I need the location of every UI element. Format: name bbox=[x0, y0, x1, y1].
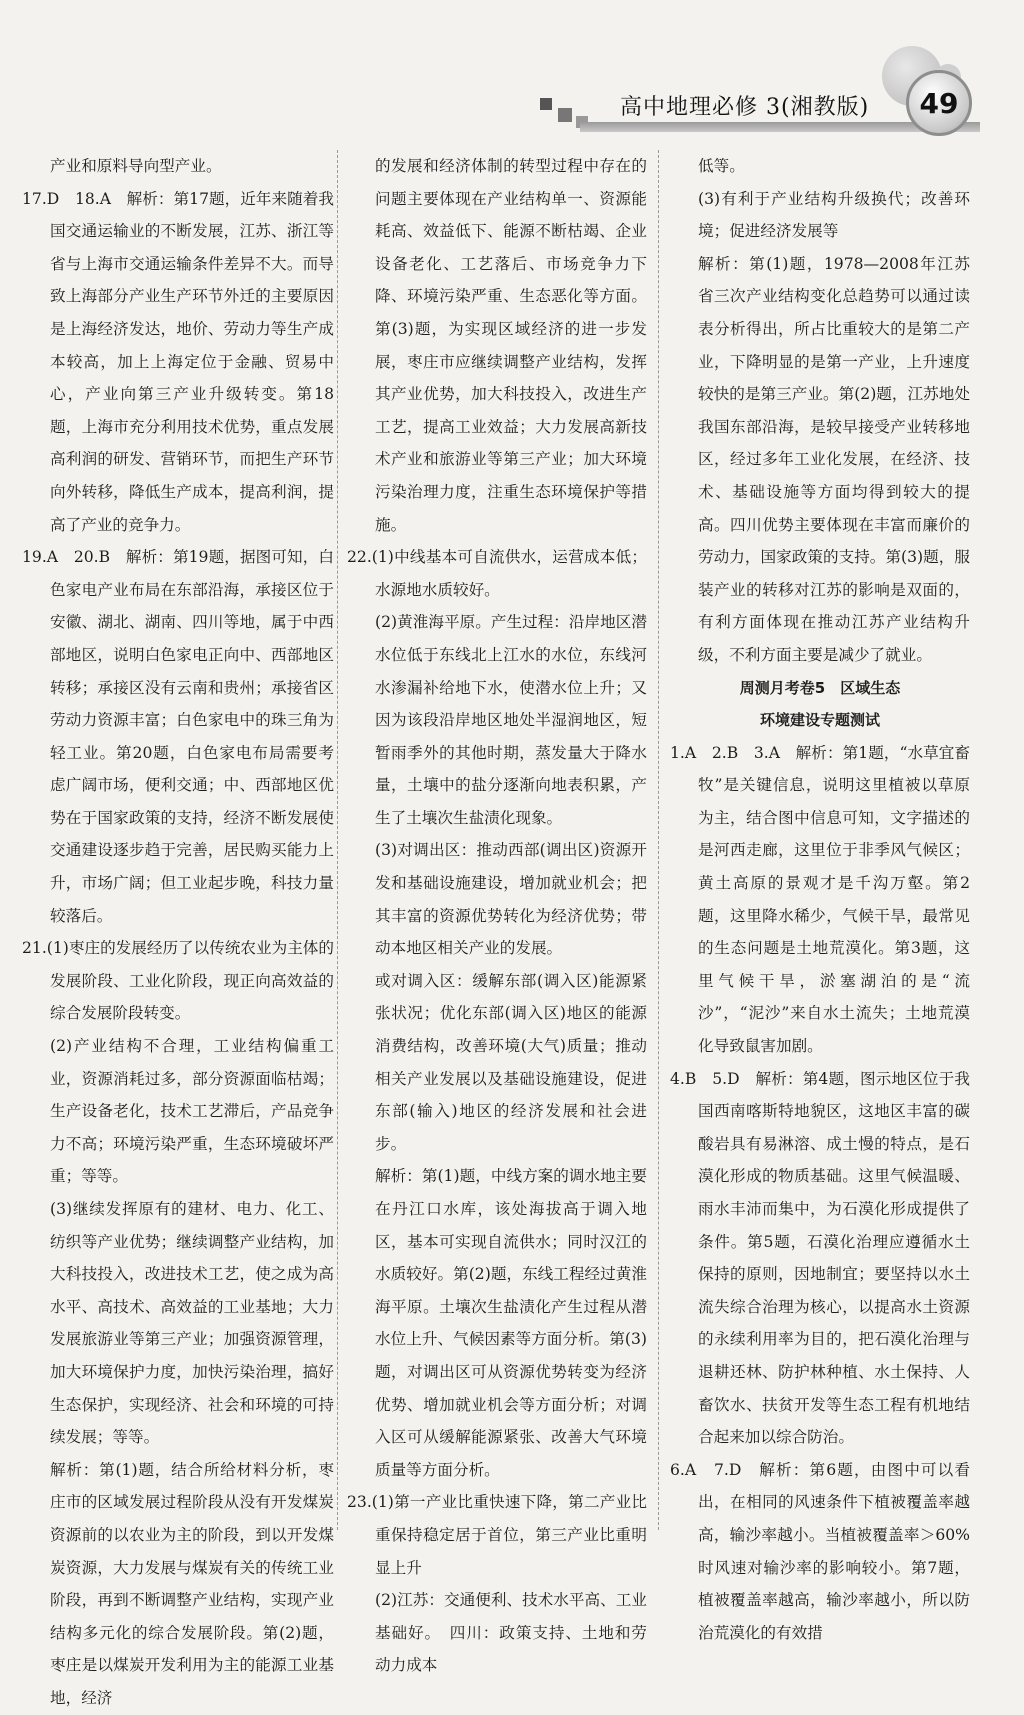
page-number: 49 bbox=[906, 70, 972, 136]
answer-1-3: 1.A 2.B 3.A 解析：第1题，“水草宜畜牧”是关键信息，说明这里植被以草原为主，结合图中信息可知，文字描述的是河西走廊，这里位于非季风气候区；黄土高原的景观才是千沟万壑。第2题，这里降水稀少，气候干旱，最常见的生态问题是土地荒漠化。第3题，这里气候干旱，淤塞湖泊的是“流沙”，“泥沙”来自水土流失；土地荒漠化导致鼠害加剧。 bbox=[670, 743, 970, 1056]
page-header bbox=[540, 70, 980, 150]
column-divider bbox=[337, 150, 339, 1530]
answer-17-18: 17.D 18.A 解析：第17题，近年来随着我国交通运输业的不断发展，江苏、浙江等省与上海市交通运输条件差异不大。而导致上海部分产业生产环节外迁的主要原因是上海经济发达，地价、劳动力等生产成本较高，加上上海定位于金融、贸易中心，产业向第三产业升级转变。第18题，上海市充分利用技术优势，重点发展高利润的研发、营销环节，而把生产环节向外转移，降低生产成本，提高利润，提高了产业的竞争力。 bbox=[22, 189, 334, 534]
paragraph: 的发展和经济体制的转型过程中存在的问题主要体现在产业结构单一、资源能耗高、效益低下、能源不断枯竭、企业设备老化、工艺落后、市场竞争力下降、环境污染严重、生态恶化等方面。第(3)题，为实现区域经济的进一步发展，枣庄市应继续调整产业结构，发挥其产业优势，加大科技投入，改进生产工艺，提高工业效益；大力发展高新技术产业和旅游业等第三产业；加大环境污染治理力度，注重生态环境保护等措施。 bbox=[375, 157, 647, 534]
column-middle bbox=[347, 150, 647, 1682]
analysis-23: 解析：第(1)题，1978—2008年江苏省三次产业结构变化总趋势可以通过读表分析得出，所占比重较大的是第二产业，下降明显的是第一产业，上升速度较快的是第三产业。第(2)题，江苏地处我国东部沿海，是较早接受产业转移地区，经过多年工业化发展，在经济、技术、基础设施等方面均得到较大的提高。四川优势主要体现在丰富而廉价的劳动力，国家政策的支持。第(3)题，服装产业的转移对江苏的影响是双面的，有利方面体现在推动江苏产业结构升级，不利方面主要是减少了就业。 bbox=[698, 254, 970, 664]
answer-23-2: (2)江苏：交通便利、技术水平高、工业基础好。 四川：政策支持、土地和劳动力成本 bbox=[375, 1591, 647, 1675]
answer-21-2: (2)产业结构不合理，工业结构偏重工业，资源消耗过多，部分资源面临枯竭；生产设备老化，技术工艺滞后，产品竞争力不高；环境污染严重，生态环境破坏严重；等等。 bbox=[50, 1037, 334, 1186]
answer-22-3-alt: 或对调入区：缓解东部(调入区)能源紧张状况；优化东部(调入区)地区的能源消费结构，改善环境(大气)质量；推动相关产业发展以及基础设施建设，促进东部(输入)地区的经济发展和社会进步。 bbox=[375, 971, 647, 1153]
analysis-22: 解析：第(1)题，中线方案的调水地主要在丹江口水库，该处海拔高于调入地区，基本可实现自流供水；同时汉江的水质较好。第(2)题，东线工程经过黄淮海平原。土壤次生盐渍化产生过程从潜水位上升、气候因素等方面分析。第(3)题，对调出区可从资源优势转变为经济优势、增加就业机会等方面分析；对调入区可从缓解能源紧张、改善大气环境质量等方面分析。 bbox=[375, 1167, 647, 1479]
section-title: 周测月考卷5 区域生态 bbox=[739, 678, 901, 697]
column-right bbox=[670, 150, 970, 1649]
answer-19-20: 19.A 20.B 解析：第19题，据图可知，白色家电产业布局在东部沿海，承接区位于安徽、湖北、湖南、四川等地，属于中西部地区，说明白色家电正向中、西部地区转移；承接区没有云南和贵州；承接省区劳动力资源丰富；白色家电中的珠三角为轻工业。第20题，白色家电布局需要考虑广阔市场，便利交通；中、西部地区优势在于国家政策的支持，经济不断发展使交通建设逐步趋于完善，居民购买能力上升，市场广阔；但工业起步晚，科技力量较落后。 bbox=[22, 548, 334, 925]
answer-22-2: (2)黄淮海平原。产生过程：沿岸地区潜水位低于东线北上江水的水位，东线河水渗漏补给地下水，使潜水位上升；又因为该段沿岸地区地处半湿润地区，短暂雨季外的其他时期，蒸发量大于降水量，土壤中的盐分逐渐向地表积累，产生了土壤次生盐渍化现象。 bbox=[375, 613, 647, 827]
answer-4-5: 4.B 5.D 解析：第4题，图示地区位于我国西南喀斯特地貌区，这地区丰富的碳酸岩具有易淋溶、成土慢的特点，是石漠化形成的物质基础。这里气候温暖、雨水丰沛而集中，为石漠化形成提供了条件。第5题，石漠化治理应遵循水土保持的原则，因地制宜；要坚持以水土流失综合治理为核心，以提高水土资源的永续利用率为目的，把石漠化治理与退耕还林、防护林种植、水土保持、人畜饮水、扶贫开发等生态工程有机地结合起来加以综合防治。 bbox=[670, 1069, 970, 1447]
paragraph: 产业和原料导向型产业。 bbox=[50, 157, 222, 175]
analysis-21: 解析：第(1)题，结合所给材料分析，枣庄市的区域发展过程阶段从没有开发煤炭资源前的以农业为主的阶段，到以开发煤炭资源，大力发展与煤炭有关的传统工业阶段，再到不断调整产业结构，实现产业结构多元化的综合发展阶段。第(2)题，枣庄是以煤炭开发利用为主的能源工业基地，经济 bbox=[50, 1460, 334, 1707]
section-subtitle: 环境建设专题测试 bbox=[759, 711, 880, 730]
answer-21-1: 21.(1)枣庄的发展经历了以传统农业为主体的发展阶段、工业化阶段，现正向高效益的综合发展阶段转变。 bbox=[22, 939, 334, 1023]
column-divider bbox=[658, 150, 660, 1530]
book-title: 高中地理必修 3(湘教版) bbox=[620, 95, 870, 120]
answer-22-1: 22.(1)中线基本可自流供水，运营成本低；水源地水质较好。 bbox=[347, 548, 647, 599]
answer-21-3: (3)继续发挥原有的建材、电力、化工、纺织等产业优势；继续调整产业结构，加大科技投入，改进技术工艺，使之成为高水平、高技术、高效益的工业基地；大力发展旅游业等第三产业；加强资源管理，加大环境保护力度，加快污染治理，搞好生态保护，实现经济、社会和环境的可持续发展；等等。 bbox=[50, 1200, 334, 1447]
answer-23-3: (3)有利于产业结构升级换代；改善环境；促进经济发展等 bbox=[698, 189, 970, 241]
paragraph: 低等。 bbox=[698, 157, 745, 175]
answer-23-1: 23.(1)第一产业比重快速下降，第二产业比重保持稳定居于首位，第三产业比重明显上升 bbox=[347, 1493, 647, 1577]
answer-6-7: 6.A 7.D 解析：第6题，由图中可以看出，在相同的风速条件下植被覆盖率越高，输沙率越小。当植被覆盖率＞60%时风速对输沙率的影响较小。第7题，植被覆盖率越高，输沙率越小，所以防治荒漠化的有效措 bbox=[670, 1460, 970, 1642]
answer-22-3: (3)对调出区：推动西部(调出区)资源开发和基础设施建设，增加就业机会；把其丰富的资源优势转化为经济优势；带动本地区相关产业的发展。 bbox=[375, 841, 647, 958]
column-left bbox=[22, 150, 334, 1715]
